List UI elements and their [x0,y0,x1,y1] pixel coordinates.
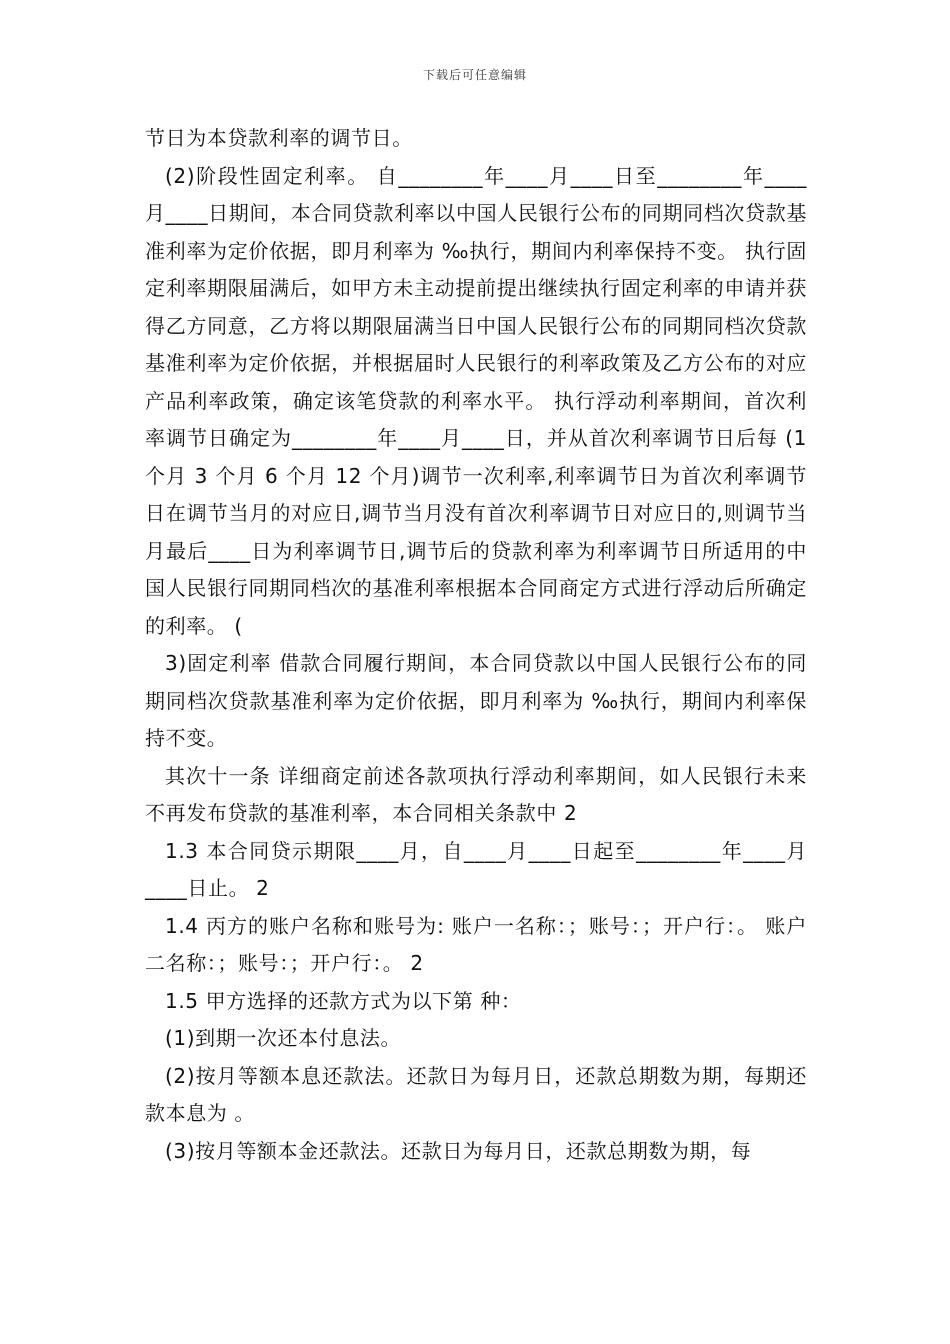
paragraph: 1.3 本合同贷示期限____月，自____月____日起至________年____月____日止。 2 [145,838,807,900]
paragraph: 1.5 甲方选择的还款方式为以下第 种： [165,988,522,1013]
paragraph: (3)按月等额本金还款法。还款日为每月日，还款总期数为期，每 [165,1138,752,1163]
paragraph: (1)到期一次还本付息法。 [165,1026,402,1050]
paragraph: (2)按月等额本息还款法。还款日为每月日，还款总期数为期，每期还款本息为 。 [145,1063,807,1125]
paragraph: 节日为本贷款利率的调节日。 [145,126,413,150]
paragraph: 1.4 丙方的账户名称和账号为: 账户一名称：；账号：；开户行：。 账户二名称：；账号：；开户行：。 2 [145,913,807,975]
paragraph: (2)阶段性固定利率。 自________年____月____日至________年____月____日期间，本合同贷款利率以中国人民银行公布的同期同档次贷款基准利率为定价依据，即月利率为 ‰执行，期间内利率保持不变。 执行固定利率期限届满后，如甲方未主动提前提出继续执行固定利率的申请并获得乙方同意，乙方将以期限届满当日中国人民银行公布的同期同档次贷款基准利率为定价依据，并根据届时人民银行的利率政策及乙方公布的对应产品利率政策，确定该笔贷款的利率水平。 执行浮动利率期间，首次利率调节日确定为________年____月____日，并从首次利率调节日后每 (1 个月 3 个月 6 个月 12 个月)调节一次利率,利率调节日为首次利率调节日在调节当月的对应日,调节当月没有首次利率调节日对应日的,则调节当月最后____日为利率调节日,调节后的贷款利率为利率调节日所适用的中国人民银行同期同档次的基准利率根据本合同商定方式进行浮动后所确定的利率。 ( [145,163,807,638]
paragraph: 其次十一条 详细商定前述各款项执行浮动利率期间，如人民银行未来不再发布贷款的基准利率，本合同相关条款中 2 [145,763,807,825]
paragraph: 3)固定利率 借款合同履行期间，本合同贷款以中国人民银行公布的同期同档次贷款基准利率为定价依据，即月利率为 ‰执行，期间内利率保持不变。 [145,651,807,750]
document-body [145,120,807,1170]
page-header: 下载后可任意编辑 [422,68,527,82]
